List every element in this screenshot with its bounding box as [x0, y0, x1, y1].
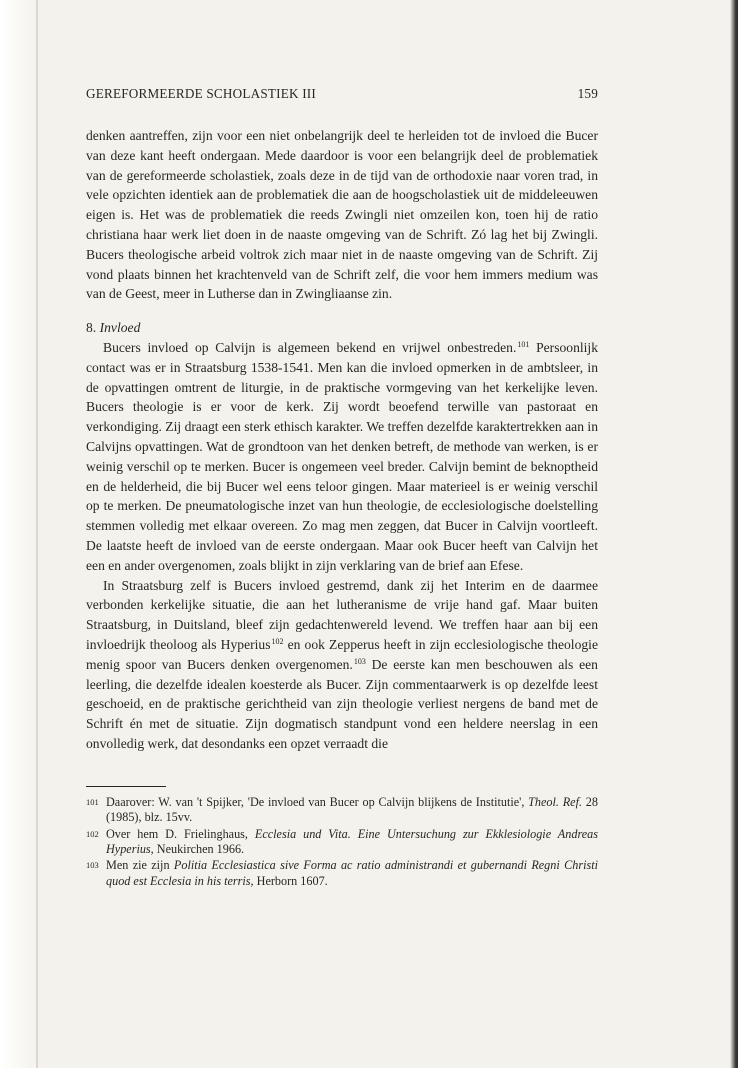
footnote-book-title: Politia Ecclesiastica sive Forma ac ratio administrandi et gubernandi Regni Christi quod est Ecclesia in his terris,: [106, 858, 598, 888]
footnote-text-a: Daarover: W. van 't Spijker, 'De invloed van Bucer op Calvijn blijkens de Institutie',: [106, 794, 529, 809]
body-text: [86, 126, 598, 754]
paragraph-2-part-a: Bucers invloed op Calvijn is algemeen bekend en vrijwel onbestreden.: [103, 339, 517, 355]
footnote-text: [106, 795, 598, 826]
footnote-ref-103[interactable]: 103: [353, 656, 366, 666]
paragraph-3: [86, 576, 598, 754]
footnote-text-c: Neukirchen 1966.: [153, 841, 245, 856]
paragraph-3-part-c: De eerste kan men beschouwen als een leerling, die dezelfde idealen koesterde als Bucer. Zijn commentaarwerk is op dezelfde leest geschoeid, en de praktische gerichtheid van zijn theologie verliest nergens de band met de Schrift én met de situatie. Zijn dogmatisch standpunt vond een heldere neerslag in een onvolledig werk, dat desondanks een opzet verraadt die: [86, 656, 598, 751]
footnotes: [86, 795, 598, 889]
footnote-number: 102: [86, 828, 99, 839]
footnote-journal: Theol. Ref.: [528, 794, 583, 809]
paragraph-3-part-b: en ook Zepperus heeft in zijn ecclesiologische theologie menig spoor van Bucers denken overgenomen.: [86, 636, 598, 672]
page-gutter: [0, 0, 38, 1068]
scan-edge: [730, 0, 738, 1068]
footnote-book-title: Ecclesia und Vita. Eine Untersuchung zur Ekklesiologie Andreas Hyperius,: [106, 826, 598, 856]
paragraph-3-part-a: In Straatsburg zelf is Bucers invloed gestremd, dank zij het Interim en de daarmee verbonden kerkelijke situatie, die aan het lutheranisme de vrije hand gaf. Maar buiten Straatsburg, in Duitsland, bleef zijn gedachtenwereld levend. We treffen haar aan bij een invloedrijk theoloog als Hyperius: [86, 577, 598, 652]
section-title: Invloed: [99, 320, 141, 336]
footnote-text: [106, 827, 598, 858]
footnote-103: [86, 858, 598, 889]
footnote-ref-102[interactable]: 102: [271, 636, 284, 646]
footnote-number: 101: [86, 796, 99, 807]
paragraph-2-part-b: Persoonlijk contact was er in Straatsburg 1538-1541. Men kan die invloed opmerken in de ambtsleer, in de opvattingen omtrent de liturgie, in de praktische vormgeving van het kerkelijke leven. Bucers theologie is er voor de kerk. Zij wordt beoefend terwille van pastoraat en verkondiging. Zij draagt een sterk ethisch karakter. We treffen dezelfde karaktertrekken aan in Calvijns opvattingen. Wat de grondtoon van het denken betreft, de methode van werken, is er weinig verschil op te merken. Bucer is ongemeen veel breder. Calvijn bemint de beknoptheid en de helderheid, die bij Bucer wel eens teloor gingen. Maar materieel is er weinig verschil op te merken. De pneumatologische inzet van hun theologie, de ecclesiologische doelstelling stemmen volledig met elkaar overeen. Zo mag men zeggen, dat Bucer in Calvijn voortleeft. De laatste heeft de invloed van de eerste ondergaan. Maar ook Bucer heeft van Calvijn het een en ander overgenomen, zoals blijkt in zijn verklaring van de brief aan Efese.: [86, 339, 598, 573]
footnote-ref-101[interactable]: 101: [517, 339, 530, 349]
paragraph-2: [86, 338, 598, 576]
footnote-text-a: Men zie zijn: [106, 858, 174, 873]
paragraph-1: denken aantreffen, zijn voor een niet onbelangrijk deel te herleiden tot de invloed die Bucer van deze kant heeft ondergaan. Mede daardoor is voor een belangrijk deel de problematiek van de gereformeerde scholastiek, zoals deze in de tijd van de orthodoxie naar voren trad, in vele opzichten identiek aan de problematiek die aan de hoogscholastiek uit de middeleeuwen eigen is. Het was de problematiek die reeds Zwingli niet omzeilen kon, toen hij de ratio christiana haar werk liet doen in de naaste omgeving van de Schrift. Zó lag het bij Zwingli. Bucers theologische arbeid voltrok zich maar niet in de naaste omgeving van de Schrift. Zij vond plaats binnen het krachtenveld van de Schrift zelf, die voor hem immers medium was van de Geest, meer in Lutherse dan in Zwingliaanse zin.: [86, 128, 598, 302]
book-page: [86, 86, 598, 890]
section-heading: [86, 318, 598, 338]
running-title: GEREFORMEERDE SCHOLASTIEK III: [86, 86, 316, 101]
footnote-text-c: 28 (1985), blz. 15vv.: [106, 794, 598, 825]
footnote-rule: [86, 786, 166, 787]
running-head: [86, 86, 598, 102]
page-number: 159: [577, 86, 598, 101]
footnote-number: 103: [86, 860, 99, 871]
footnote-101: [86, 795, 598, 826]
footnote-102: [86, 827, 598, 858]
gutter-line: [36, 0, 38, 1068]
section-number: 8.: [86, 320, 97, 336]
footnote-text: [106, 858, 598, 889]
footnote-text-c: Herborn 1607.: [253, 873, 328, 888]
footnote-text-a: Over hem D. Frielinghaus,: [106, 826, 255, 841]
